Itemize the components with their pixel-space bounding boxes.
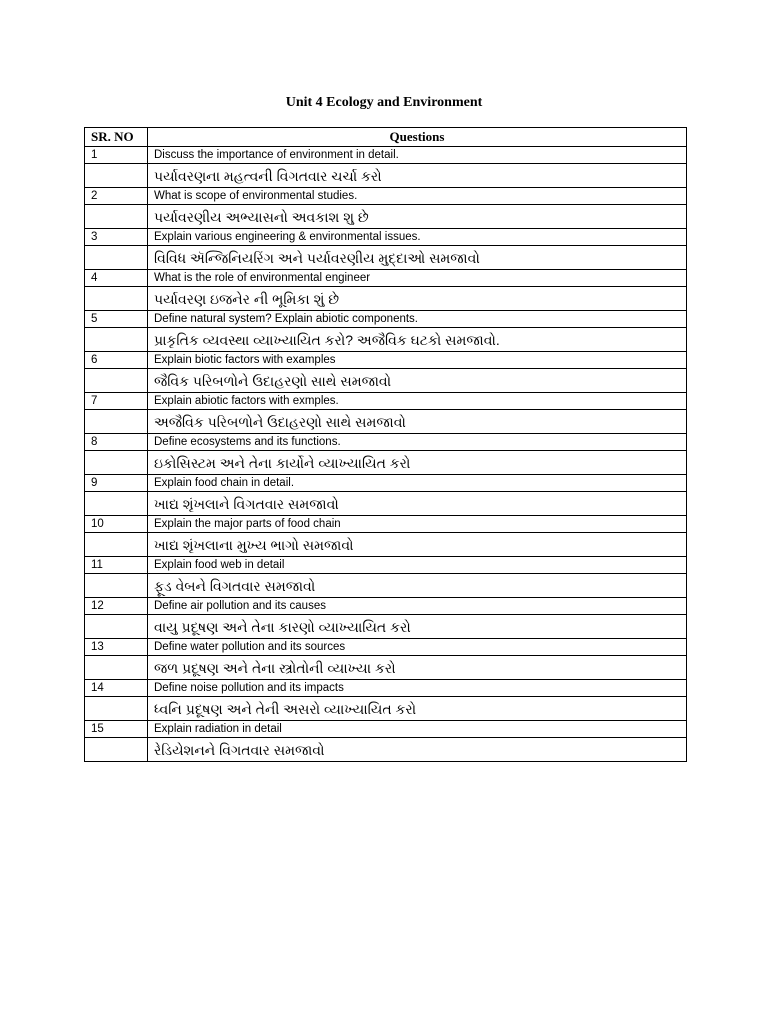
table-row	[85, 680, 687, 697]
table-row	[85, 205, 687, 229]
question-gujarati: જળ પ્રદૂષણ અને તેના સ્ત્રોતોની વ્યાખ્યા કરો	[148, 656, 687, 680]
table-row	[85, 147, 687, 164]
serial-number-blank	[85, 615, 148, 639]
question-gujarati: ખાદ્ય શૃંખલાના મુખ્ય ભાગો સમજાવો	[148, 533, 687, 557]
question-english: What is scope of environmental studies.	[148, 188, 687, 205]
serial-number-blank	[85, 697, 148, 721]
serial-number: 9	[85, 475, 148, 492]
table-row	[85, 451, 687, 475]
table-row	[85, 721, 687, 738]
serial-number-blank	[85, 369, 148, 393]
serial-number: 8	[85, 434, 148, 451]
table-row	[85, 697, 687, 721]
table-header-row	[85, 128, 687, 147]
question-english: Explain radiation in detail	[148, 721, 687, 738]
serial-number: 7	[85, 393, 148, 410]
question-english: Explain abiotic factors with exmples.	[148, 393, 687, 410]
question-english: Explain food chain in detail.	[148, 475, 687, 492]
serial-number-blank	[85, 574, 148, 598]
serial-number: 6	[85, 352, 148, 369]
table-body	[85, 147, 687, 762]
question-english: Explain the major parts of food chain	[148, 516, 687, 533]
question-english: Define ecosystems and its functions.	[148, 434, 687, 451]
question-gujarati: વાયુ પ્રદૂષણ અને તેના કારણો વ્યાખ્યાયિત કરો	[148, 615, 687, 639]
question-gujarati: ઇકોસિસ્ટમ અને તેના કાર્યોને વ્યાખ્યાયિત કરો	[148, 451, 687, 475]
question-gujarati: વિવિધ ઍન્જિનિયરિંગ અને પર્યાવરણીય મુદ્દાઓ સમજાવો	[148, 246, 687, 270]
question-gujarati: ખાદ્ય શૃંખલાને વિગતવાર સમજાવો	[148, 492, 687, 516]
serial-number: 13	[85, 639, 148, 656]
serial-number: 1	[85, 147, 148, 164]
serial-number-blank	[85, 287, 148, 311]
table-row	[85, 188, 687, 205]
table-row	[85, 246, 687, 270]
table-row	[85, 738, 687, 762]
serial-number-blank	[85, 164, 148, 188]
table-row	[85, 598, 687, 615]
table-row	[85, 311, 687, 328]
serial-number: 12	[85, 598, 148, 615]
question-english: Discuss the importance of environment in detail.	[148, 147, 687, 164]
question-english: Explain various engineering & environmental issues.	[148, 229, 687, 246]
serial-number: 3	[85, 229, 148, 246]
question-gujarati: પર્યાવરણના મહત્વની વિગતવાર ચર્ચા કરો	[148, 164, 687, 188]
table-row	[85, 352, 687, 369]
question-english: Explain biotic factors with examples	[148, 352, 687, 369]
question-gujarati: ફૂડ વેબને વિગતવાર સમજાવો	[148, 574, 687, 598]
table-row	[85, 164, 687, 188]
serial-number: 2	[85, 188, 148, 205]
question-english: Define water pollution and its sources	[148, 639, 687, 656]
serial-number-blank	[85, 205, 148, 229]
table-row	[85, 434, 687, 451]
table-row	[85, 410, 687, 434]
table-row	[85, 656, 687, 680]
serial-number: 4	[85, 270, 148, 287]
serial-number-blank	[85, 533, 148, 557]
serial-number-blank	[85, 410, 148, 434]
table-row	[85, 475, 687, 492]
table-row	[85, 393, 687, 410]
serial-number-blank	[85, 246, 148, 270]
serial-number-blank	[85, 656, 148, 680]
question-english: Define natural system? Explain abiotic components.	[148, 311, 687, 328]
table-row	[85, 287, 687, 311]
serial-number-blank	[85, 451, 148, 475]
table-row	[85, 229, 687, 246]
serial-number-blank	[85, 738, 148, 762]
question-gujarati: ધ્વનિ પ્રદૂષણ અને તેની અસરો વ્યાખ્યાયિત કરો	[148, 697, 687, 721]
page-title: Unit 4 Ecology and Environment	[285, 95, 483, 110]
questions-table	[84, 127, 687, 762]
question-english: Explain food web in detail	[148, 557, 687, 574]
serial-number-blank	[85, 328, 148, 352]
serial-number: 14	[85, 680, 148, 697]
serial-number: 15	[85, 721, 148, 738]
table-row	[85, 574, 687, 598]
serial-number: 11	[85, 557, 148, 574]
question-english: What is the role of environmental engineer	[148, 270, 687, 287]
table-row	[85, 615, 687, 639]
question-gujarati: પર્યાવરણીય અભ્યાસનો અવકાશ શુ છે	[148, 205, 687, 229]
serial-number: 5	[85, 311, 148, 328]
header-sr-no: SR. NO	[85, 128, 148, 147]
question-gujarati: અજૈવિક પરિબળોને ઉદાહરણો સાથે સમજાવો	[148, 410, 687, 434]
table-row	[85, 328, 687, 352]
table-row	[85, 369, 687, 393]
header-questions: Questions	[148, 128, 687, 147]
serial-number-blank	[85, 492, 148, 516]
table-row	[85, 557, 687, 574]
table-row	[85, 516, 687, 533]
serial-number: 10	[85, 516, 148, 533]
table-row	[85, 533, 687, 557]
question-gujarati: પર્યાવરણ ઇજનેર ની ભૂમિકા શું છે	[148, 287, 687, 311]
question-gujarati: જૈવિક પરિબળોને ઉદાહરણો સાથે સમજાવો	[148, 369, 687, 393]
table-row	[85, 270, 687, 287]
question-gujarati: પ્રાકૃતિક વ્યવસ્થા વ્યાખ્યાયિત કરો? અજૈવિક ઘટકો સમજાવો.	[148, 328, 687, 352]
table-row	[85, 492, 687, 516]
question-gujarati: રેડિયેશનને વિગતવાર સમજાવો	[148, 738, 687, 762]
question-english: Define air pollution and its causes	[148, 598, 687, 615]
question-english: Define noise pollution and its impacts	[148, 680, 687, 697]
table-row	[85, 639, 687, 656]
